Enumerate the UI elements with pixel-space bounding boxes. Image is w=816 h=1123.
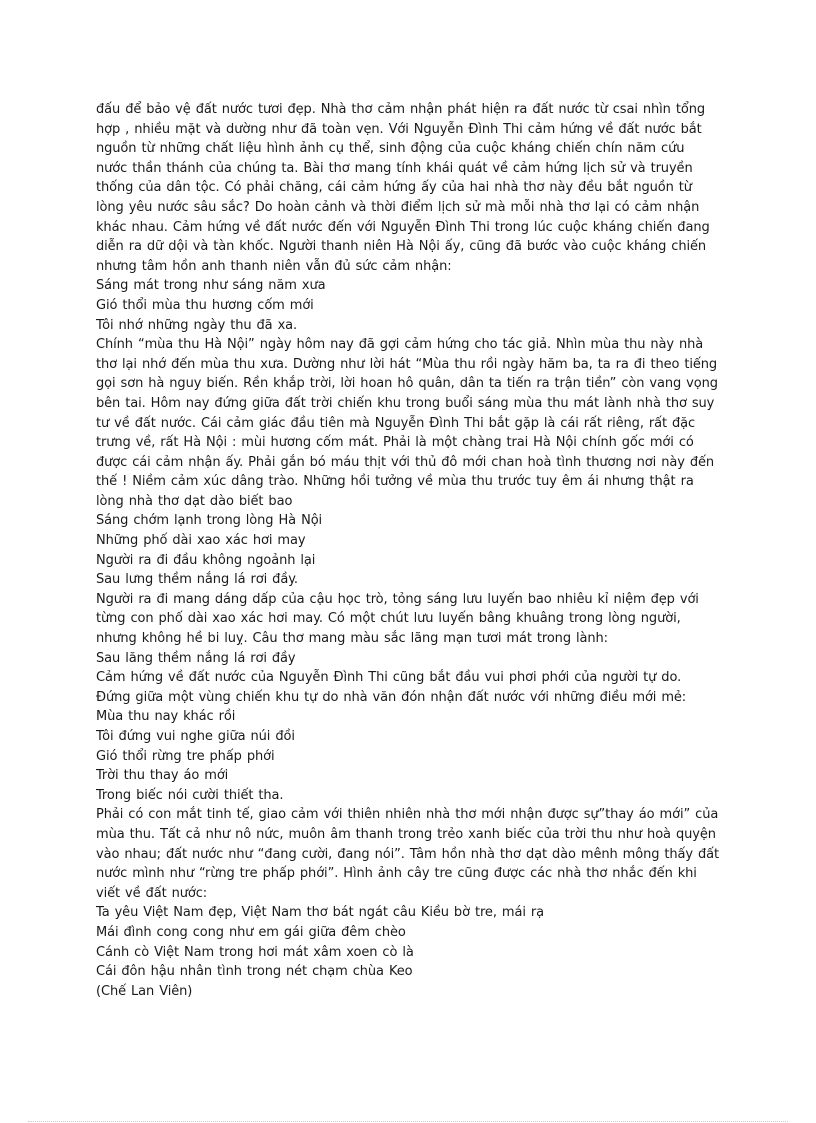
verse-line: Người ra đi đầu không ngoảnh lại xyxy=(96,552,316,568)
verse-line: Cái đôn hậu nhân tình trong nét chạm chùa Keo xyxy=(96,964,413,980)
verse-line: Tôi nhớ những ngày thu đã xa. xyxy=(96,317,298,333)
paragraph: Cảm hứng về đất nước của Nguyễn Đình Thi cũng bắt đầu vui phơi phới của người tự do. Đứng giữa một vùng chiến khu tự do nhà văn đón nhận đất nước với những điều mới mẻ: xyxy=(96,670,687,705)
verse-line: Sau lăng thềm nắng lá rơi đầy xyxy=(96,650,296,666)
verse-line: Trời thu thay áo mới xyxy=(96,768,229,784)
body-text xyxy=(96,100,720,1001)
paragraph: Phải có con mắt tinh tế, giao cảm với thiên nhiên nhà thơ mới nhận được sự”thay áo mới” của mùa thu. Tất cả như nô nức, muôn âm thanh trong trẻo xanh biếc của trời thu như hoà quyện vào nhau; đất nước như “đang cười, đang nói”. Tâm hồn nhà thơ dạt dào mênh mông thấy đất nước mình như “rừng tre phấp phới”. Hình ảnh cây tre cũng được các nhà thơ nhắc đến khi viết về đất nước: xyxy=(96,807,720,901)
verse-line: Tôi đứng vui nghe giữa núi đồi xyxy=(96,729,295,744)
author-attribution: (Chế Lan Viên) xyxy=(96,983,193,999)
paragraph: đấu để bảo vệ đất nước tươi đẹp. Nhà thơ cảm nhận phát hiện ra đất nước từ csai nhìn tổng hợp , nhiều mặt và dường như đã toàn vẹn. Với Nguyễn Đình Thi cảm hứng về đất nước bắt nguồn từ những chất liệu hình ảnh cụ thể, sinh động của cuộc kháng chiến chín năm cứu nước thần thánh của chúng ta. Bài thơ mang tính khái quát về cảm hứng lịch sử và truyền thống của dân tộc. Có phải chăng, cái cảm hứng ấy của hai nhà thơ này đều bắt nguồn từ lòng yêu nước sâu sắc? Do hoàn cảnh và thời điểm lịch sử mà mỗi nhà thơ lại có cảm nhận khác nhau. Cảm hứng về đất nước đến với Nguyễn Đình Thi trong lúc cuộc kháng chiến đang diễn ra dữ dội và tàn khốc. Người thanh niên Hà Nội ấy, cũng đã bước vào cuộc kháng chiến nhưng tâm hồn anh thanh niên vẫn đủ sức cảm nhận: xyxy=(96,102,710,274)
verse-line: Gió thổi mùa thu hương cốm mới xyxy=(96,297,314,313)
verse-line: Sáng chớm lạnh trong lòng Hà Nội xyxy=(96,513,323,529)
verse-line: Sáng mát trong như sáng năm xưa xyxy=(96,278,326,294)
verse-line: Mùa thu nay khác rồi xyxy=(96,709,236,725)
paragraph: Chính “mùa thu Hà Nội” ngày hôm nay đã gợi cảm hứng cho tác giả. Nhìn mùa thu này nhà thơ lại nhớ đến mùa thu xưa. Dường như lời hát “Mùa thu rồi ngày hăm ba, ta ra đi theo tiếng gọi sơn hà nguy biến. Rền khắp trời, lời hoan hô quân, dân ta tiến ra trận tiền” còn vang vọng bên tai. Hôm nay đứng giữa đất trời chiến khu trong buổi sáng mùa thu mát lành nhà thơ suy tư về đất nước. Cái cảm giác đầu tiên mà Nguyễn Đình Thi bắt gặp là cái rất riêng, rất đặc trưng về, rất Hà Nội : mùi hương cốm mát. Phải là một chàng trai Hà Nội chính gốc mới có được cái cảm nhận ấy. Phải gắn bó máu thịt với thủ đô mới chan hoà tình thương nơi này đến thế ! Niềm cảm xúc dâng trào. Những hồi tưởng về mùa thu trước tuy êm ái nhưng thật ra lòng nhà thơ dạt dào biết bao xyxy=(96,337,718,509)
paragraph: Người ra đi mang dáng dấp của cậu học trò, tỏng sáng lưu luyến bao nhiêu kỉ niệm đẹp với từng con phố dài xao xác hơi may. Có một chút lưu luyến bâng khuâng trong lòng người, nhưng không hề bi luỵ. Câu thơ mang màu sắc lãng mạn tươi mát trong lành: xyxy=(96,591,699,647)
page-bottom-divider xyxy=(28,1121,788,1122)
verse-line: Những phố dài xao xác hơi may xyxy=(96,533,306,549)
verse-line: Trong biếc nói cười thiết tha. xyxy=(96,787,284,803)
verse-line: Mái đình cong cong như em gái giữa đêm chèo xyxy=(96,924,406,940)
verse-line: Cánh cò Việt Nam trong hơi mát xâm xoen cò là xyxy=(96,944,414,960)
verse-line: Gió thổi rừng tre phấp phới xyxy=(96,748,275,764)
verse-line: Ta yêu Việt Nam đẹp, Việt Nam thơ bát ngát câu Kiều bờ tre, mái rạ xyxy=(96,905,544,921)
verse-line: Sau lưng thềm nắng lá rơi đầy. xyxy=(96,572,298,588)
